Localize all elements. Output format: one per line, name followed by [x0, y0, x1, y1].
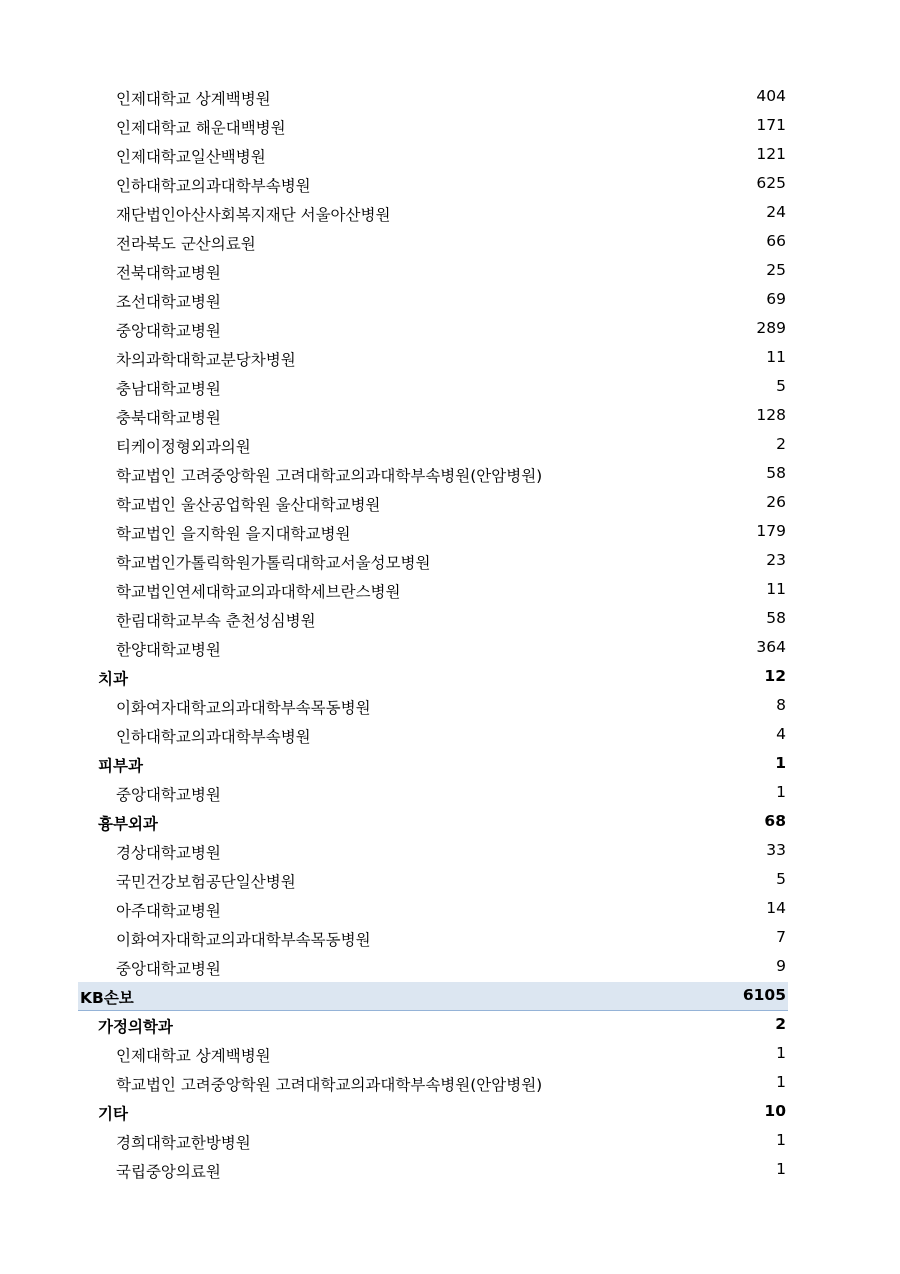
hospital-row	[78, 1127, 788, 1156]
hospital-name: 학교법인 고려중앙학원 고려대학교의과대학부속병원(안암병원)	[116, 467, 543, 485]
hospital-name: 티케이정형외과의원	[116, 438, 251, 456]
department-row	[78, 750, 788, 779]
hospital-name: 중앙대학교병원	[116, 960, 221, 978]
hospital-name: 학교법인가톨릭학원가톨릭대학교서울성모병원	[116, 554, 431, 572]
hospital-row	[78, 547, 788, 576]
hospital-name: 인제대학교 해운대백병원	[116, 119, 286, 137]
hospital-name: 재단법인아산사회복지재단 서울아산병원	[116, 206, 391, 224]
hospital-row	[78, 953, 788, 982]
hospital-name: 국립중앙의료원	[116, 1163, 221, 1181]
count-value: 179	[756, 522, 786, 540]
hospital-row	[78, 866, 788, 895]
count-value: 23	[766, 551, 786, 569]
hospital-name: 인하대학교의과대학부속병원	[116, 728, 311, 746]
hospital-name: 중앙대학교병원	[116, 322, 221, 340]
hospital-name: 인제대학교 상계백병원	[116, 1047, 271, 1065]
hospital-row	[78, 83, 788, 112]
count-value: 33	[766, 841, 786, 859]
count-value: 5	[776, 870, 786, 888]
count-value: 9	[776, 957, 786, 975]
hospital-row	[78, 634, 788, 663]
count-value: 5	[776, 377, 786, 395]
count-value: 25	[766, 261, 786, 279]
hospital-row	[78, 286, 788, 315]
hospital-row	[78, 431, 788, 460]
count-value: 68	[764, 812, 786, 830]
hospital-row	[78, 721, 788, 750]
hospital-row	[78, 489, 788, 518]
hospital-name: 이화여자대학교의과대학부속목동병원	[116, 931, 371, 949]
hospital-name: 국민건강보험공단일산병원	[116, 873, 296, 891]
count-value: 11	[766, 348, 786, 366]
department-row	[78, 1098, 788, 1127]
count-value: 1	[776, 1044, 786, 1062]
hospital-name: 전라북도 군산의료원	[116, 235, 256, 253]
hospital-row	[78, 837, 788, 866]
hospital-name: 학교법인 울산공업학원 울산대학교병원	[116, 496, 381, 514]
hospital-row	[78, 1040, 788, 1069]
hospital-name: 경상대학교병원	[116, 844, 221, 862]
hospital-row	[78, 692, 788, 721]
hospital-row	[78, 605, 788, 634]
count-value: 128	[756, 406, 786, 424]
hospital-name: 아주대학교병원	[116, 902, 221, 920]
department-name: 치과	[98, 670, 128, 688]
department-name: 가정의학과	[98, 1018, 173, 1036]
hospital-row	[78, 170, 788, 199]
count-value: 289	[756, 319, 786, 337]
hospital-name: 중앙대학교병원	[116, 786, 221, 804]
count-value: 12	[764, 667, 786, 685]
count-value: 66	[766, 232, 786, 250]
department-name: 피부과	[98, 757, 143, 775]
hospital-row	[78, 1156, 788, 1185]
report-table	[78, 83, 788, 1185]
count-value: 69	[766, 290, 786, 308]
count-value: 4	[776, 725, 786, 743]
count-value: 404	[756, 87, 786, 105]
count-value: 1	[776, 783, 786, 801]
count-value: 8	[776, 696, 786, 714]
hospital-row	[78, 460, 788, 489]
hospital-row	[78, 141, 788, 170]
hospital-name: 학교법인 고려중앙학원 고려대학교의과대학부속병원(안암병원)	[116, 1076, 543, 1094]
hospital-row	[78, 518, 788, 547]
insurer-row	[78, 982, 788, 1011]
hospital-name: 조선대학교병원	[116, 293, 221, 311]
count-value: 2	[776, 435, 786, 453]
hospital-name: 이화여자대학교의과대학부속목동병원	[116, 699, 371, 717]
count-value: 58	[766, 609, 786, 627]
department-name: 흉부외과	[98, 815, 158, 833]
hospital-name: 인제대학교일산백병원	[116, 148, 266, 166]
count-value: 625	[756, 174, 786, 192]
hospital-name: 차의과학대학교분당차병원	[116, 351, 296, 369]
department-row	[78, 1011, 788, 1040]
count-value: 26	[766, 493, 786, 511]
hospital-row	[78, 112, 788, 141]
insurer-name: KB손보	[80, 989, 134, 1007]
count-value: 1	[776, 1160, 786, 1178]
hospital-row	[78, 895, 788, 924]
hospital-row	[78, 228, 788, 257]
count-value: 7	[776, 928, 786, 946]
count-value: 364	[756, 638, 786, 656]
count-value: 1	[776, 1131, 786, 1149]
count-value: 171	[756, 116, 786, 134]
hospital-row	[78, 402, 788, 431]
count-value: 58	[766, 464, 786, 482]
count-value: 121	[756, 145, 786, 163]
hospital-name: 인제대학교 상계백병원	[116, 90, 271, 108]
hospital-row	[78, 1069, 788, 1098]
department-row	[78, 663, 788, 692]
hospital-name: 경희대학교한방병원	[116, 1134, 251, 1152]
hospital-row	[78, 257, 788, 286]
count-value: 14	[766, 899, 786, 917]
department-name: 기타	[98, 1105, 128, 1123]
count-value: 2	[775, 1015, 786, 1033]
hospital-name: 인하대학교의과대학부속병원	[116, 177, 311, 195]
department-row	[78, 808, 788, 837]
hospital-row	[78, 779, 788, 808]
hospital-row	[78, 315, 788, 344]
hospital-row	[78, 344, 788, 373]
count-value: 6105	[742, 986, 786, 1004]
count-value: 1	[775, 754, 786, 772]
hospital-row	[78, 576, 788, 605]
hospital-name: 전북대학교병원	[116, 264, 221, 282]
count-value: 10	[764, 1102, 786, 1120]
hospital-name: 한양대학교병원	[116, 641, 221, 659]
hospital-name: 충북대학교병원	[116, 409, 221, 427]
count-value: 24	[766, 203, 786, 221]
hospital-row	[78, 924, 788, 953]
hospital-row	[78, 199, 788, 228]
hospital-name: 학교법인 을지학원 을지대학교병원	[116, 525, 351, 543]
hospital-name: 충남대학교병원	[116, 380, 221, 398]
hospital-row	[78, 373, 788, 402]
count-value: 11	[766, 580, 786, 598]
count-value: 1	[776, 1073, 786, 1091]
hospital-name: 한림대학교부속 춘천성심병원	[116, 612, 316, 630]
hospital-name: 학교법인연세대학교의과대학세브란스병원	[116, 583, 401, 601]
